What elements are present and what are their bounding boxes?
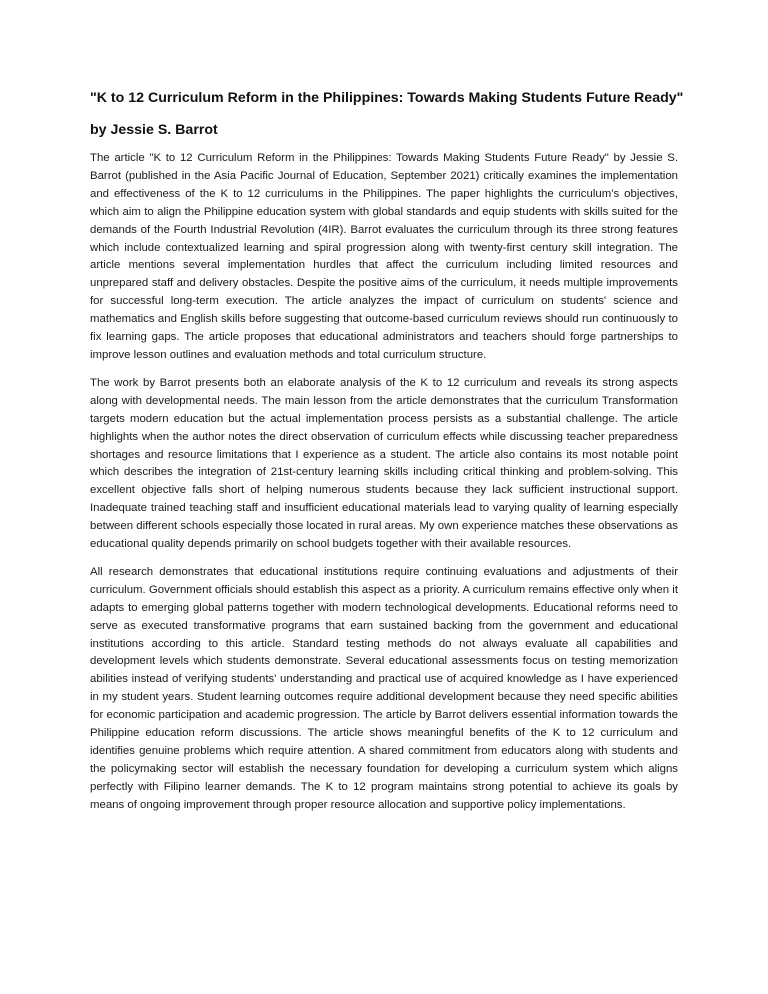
paragraph-analysis: The work by Barrot presents both an elaborate analysis of the K to 12 curriculum and reveals its strong aspects along with developmental needs. The main lesson from the article demonstrates that the curriculum Transformation targets modern education but the actual implementation process persists as a substantial challenge. The article highlights when the author notes the direct observation of curriculum effects while discussing teacher preparedness shortages and resource limitations that I experience as a student. The article also contains its most notable point which describes the integration of 21st-century learning skills including critical thinking and problem-solving. This excellent objective falls short of helping numerous students because they lack sufficient instructional support. Inadequate trained teaching staff and insufficient educational materials lead to varying quality of learning especially between different schools especially those located in rural areas. My own experience matches these observations as educational quality depends primarily on school budgets together with their available resources. bbox=[90, 376, 678, 551]
document-title: "K to 12 Curriculum Reform in the Philippines: Towards Making Students Future Ready" bbox=[90, 90, 684, 106]
paragraph-conclusion: All research demonstrates that educational institutions require continuing evaluations and adjustments of their curriculum. Government officials should establish this aspect as a priority. A curriculum remains effective only when it adapts to emerging global patterns together with modern technological developments. Educational reforms need to serve as executed transformative programs that earn sustained backing from the government and educational institutions according to this article. Standard testing methods do not always evaluate all capabilities and development levels which students demonstrate. Several educational assessments focus on testing memorization abilities instead of verifying students' understanding and practical use of acquired knowledge as I have experienced in my student years. Student learning outcomes require additional development because they need specific abilities for economic participation and academic progression. The article by Barrot delivers essential information towards the Philippine education reform discussions. The article shows meaningful benefits of the K to 12 curriculum and identifies genuine problems which require attention. A shared commitment from educators along with students and the policymaking sector will establish the necessary foundation for developing a curriculum system which aligns perfectly with Filipino learner demands. The K to 12 program maintains strong potential to achieve its goals by means of ongoing improvement through proper resource allocation and supportive policy implementations. bbox=[90, 565, 678, 811]
document-page bbox=[90, 88, 684, 825]
document-author: by Jessie S. Barrot bbox=[90, 122, 218, 138]
paragraph-summary: The article "K to 12 Curriculum Reform in the Philippines: Towards Making Students Future Ready" by Jessie S. Barrot (published in the Asia Pacific Journal of Education, September 2021) critically examines the implementation and effectiveness of the K to 12 curriculums in the Philippines. The paper highlights the curriculum’s objectives, which aim to align the Philippine education system with global standards and equip students with skills suited for the demands of the Fourth Industrial Revolution (4IR). Barrot evaluates the curriculum through its three strong features which include contextualized learning and spiral progression along with twenty-first century skill integration. The article mentions several implementation hurdles that affect the curriculum including limited resources and unprepared staff and delivery obstacles. Despite the positive aims of the curriculum, it needs multiple improvements for successful long-term execution. The article analyzes the impact of curriculum on students' science and mathematics and English skills before suggesting that outcome-based curriculum reviews should run continuously to fix learning gaps. The article proposes that educational administrators and teachers should forge partnerships to improve lesson outlines and evaluation methods and total curriculum structure. bbox=[90, 152, 678, 361]
